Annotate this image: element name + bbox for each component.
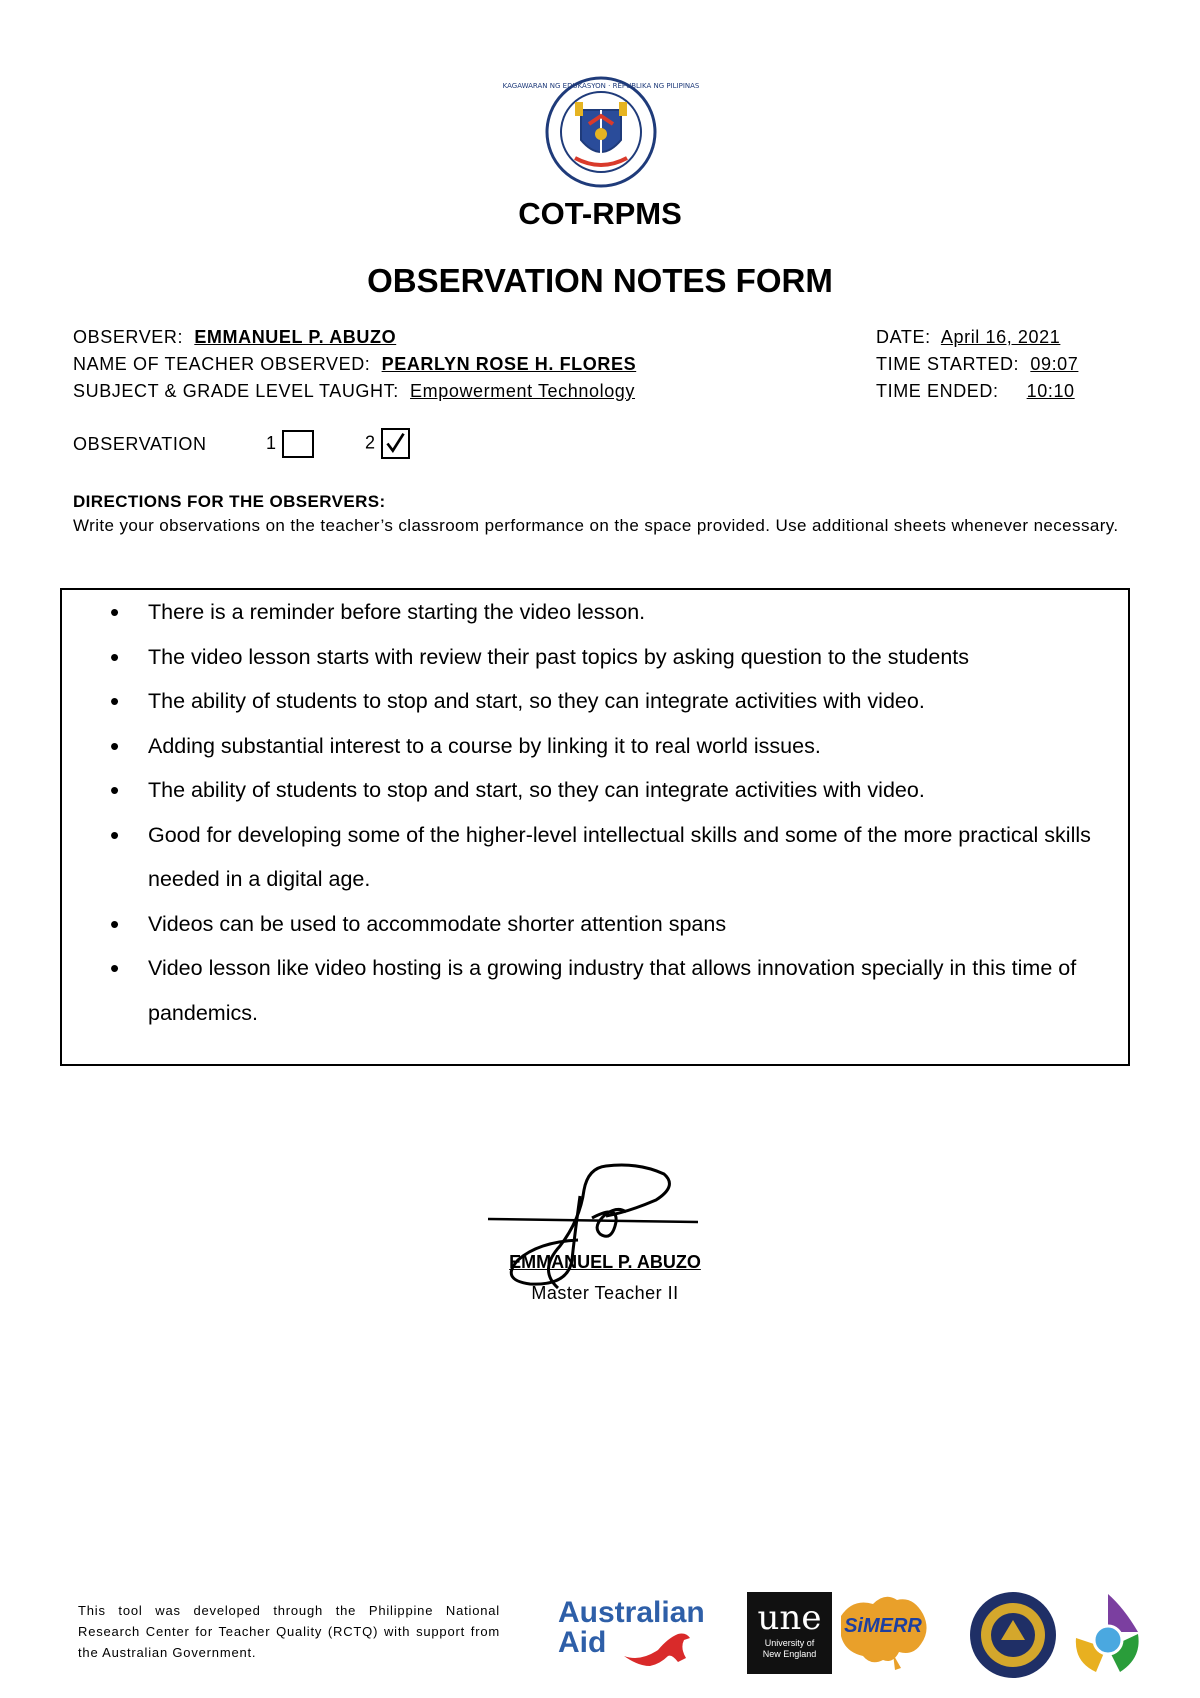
form-title: COT-RPMS [518, 196, 682, 231]
note-item: • Good for developing some of the higher-level intellectual skills and some of the more practical skills needed in a digital age. [110, 813, 1118, 902]
pnu-seal-logo [968, 1590, 1058, 1680]
teacher-value: PEARLYN ROSE H. FLORES [381, 354, 637, 374]
observation-1-checkbox[interactable] [282, 430, 314, 458]
subject-row [73, 381, 635, 402]
subject-value: Empowerment Technology [410, 381, 636, 401]
note-item: • The ability of students to stop and start, so they can integrate activities with video. [110, 768, 1118, 813]
directions-text: Write your observations on the teacher’s classroom performance on the space provided. Use additional sheets whenever necessary. [73, 516, 1119, 535]
time-started-row [876, 354, 1078, 375]
simerr-logo-text: SiMERR [844, 1615, 922, 1637]
note-item: • The ability of students to stop and start, so they can integrate activities with video. [110, 679, 1118, 724]
observation-label: OBSERVATION [73, 434, 207, 454]
checkmark-icon [383, 430, 408, 457]
observer-label: OBSERVER: [73, 327, 184, 347]
teacher-label: NAME OF TEACHER OBSERVED: [73, 354, 371, 374]
directions-heading: DIRECTIONS FOR THE OBSERVERS: [73, 492, 386, 511]
australian-aid-line1: Australian [558, 1596, 705, 1629]
observation-option-2[interactable] [365, 428, 410, 459]
australian-aid-logo [558, 1598, 718, 1673]
observation-2-checkbox[interactable] [381, 428, 410, 459]
observation-notes-box [60, 588, 1130, 1066]
form-subtitle: OBSERVATION NOTES FORM [367, 262, 833, 299]
note-item: • The video lesson starts with review their past topics by asking question to the students [110, 635, 1118, 680]
observation-option-1[interactable] [266, 430, 314, 458]
une-logo-text: une [757, 1598, 822, 1638]
signatory-name: EMMANUEL P. ABUZO [509, 1252, 701, 1272]
kangaroo-icon [620, 1628, 700, 1668]
observation-option-1-label: 1 [266, 432, 277, 453]
australian-aid-line2: Aid [558, 1626, 607, 1659]
simerr-logo [833, 1590, 933, 1672]
une-logo-sub2: New England [762, 1649, 817, 1659]
footer-credit-text: This tool was developed through the Philippine National Research Center for Teacher Quality (RCTQ) with support from the Australian Government. [78, 1603, 500, 1660]
time-ended-row [876, 381, 1075, 402]
observation-notes-list [110, 590, 1118, 1035]
date-value: April 16, 2021 [940, 327, 1061, 347]
deped-seal-logo [502, 76, 700, 188]
seal-text: KAGAWARAN NG EDUKASYON · REPUBLIKA NG PILIPINAS [502, 82, 700, 90]
une-logo-sub1: University of [764, 1638, 815, 1648]
une-logo [747, 1592, 832, 1674]
rctq-logo [1068, 1588, 1148, 1678]
date-label: DATE: [876, 327, 931, 347]
note-item: • There is a reminder before starting the video lesson. [110, 590, 1118, 635]
signatory-role: Master Teacher II [531, 1283, 679, 1303]
observer-value: EMMANUEL P. ABUZO [194, 327, 397, 347]
observer-row [73, 327, 396, 348]
date-row [876, 327, 1060, 348]
note-item: • Video lesson like video hosting is a growing industry that allows innovation specially in this time of pandemics. [110, 946, 1118, 1035]
time-started-value: 09:07 [1030, 354, 1079, 374]
teacher-row [73, 354, 636, 375]
note-item: • Videos can be used to accommodate shorter attention spans [110, 902, 1118, 947]
time-ended-value: 10:10 [1026, 381, 1075, 401]
note-item: • Adding substantial interest to a course by linking it to real world issues. [110, 724, 1118, 769]
time-ended-label: TIME ENDED: [876, 381, 999, 401]
time-started-label: TIME STARTED: [876, 354, 1020, 374]
subject-label: SUBJECT & GRADE LEVEL TAUGHT: [73, 381, 399, 401]
observation-option-2-label: 2 [365, 432, 376, 453]
